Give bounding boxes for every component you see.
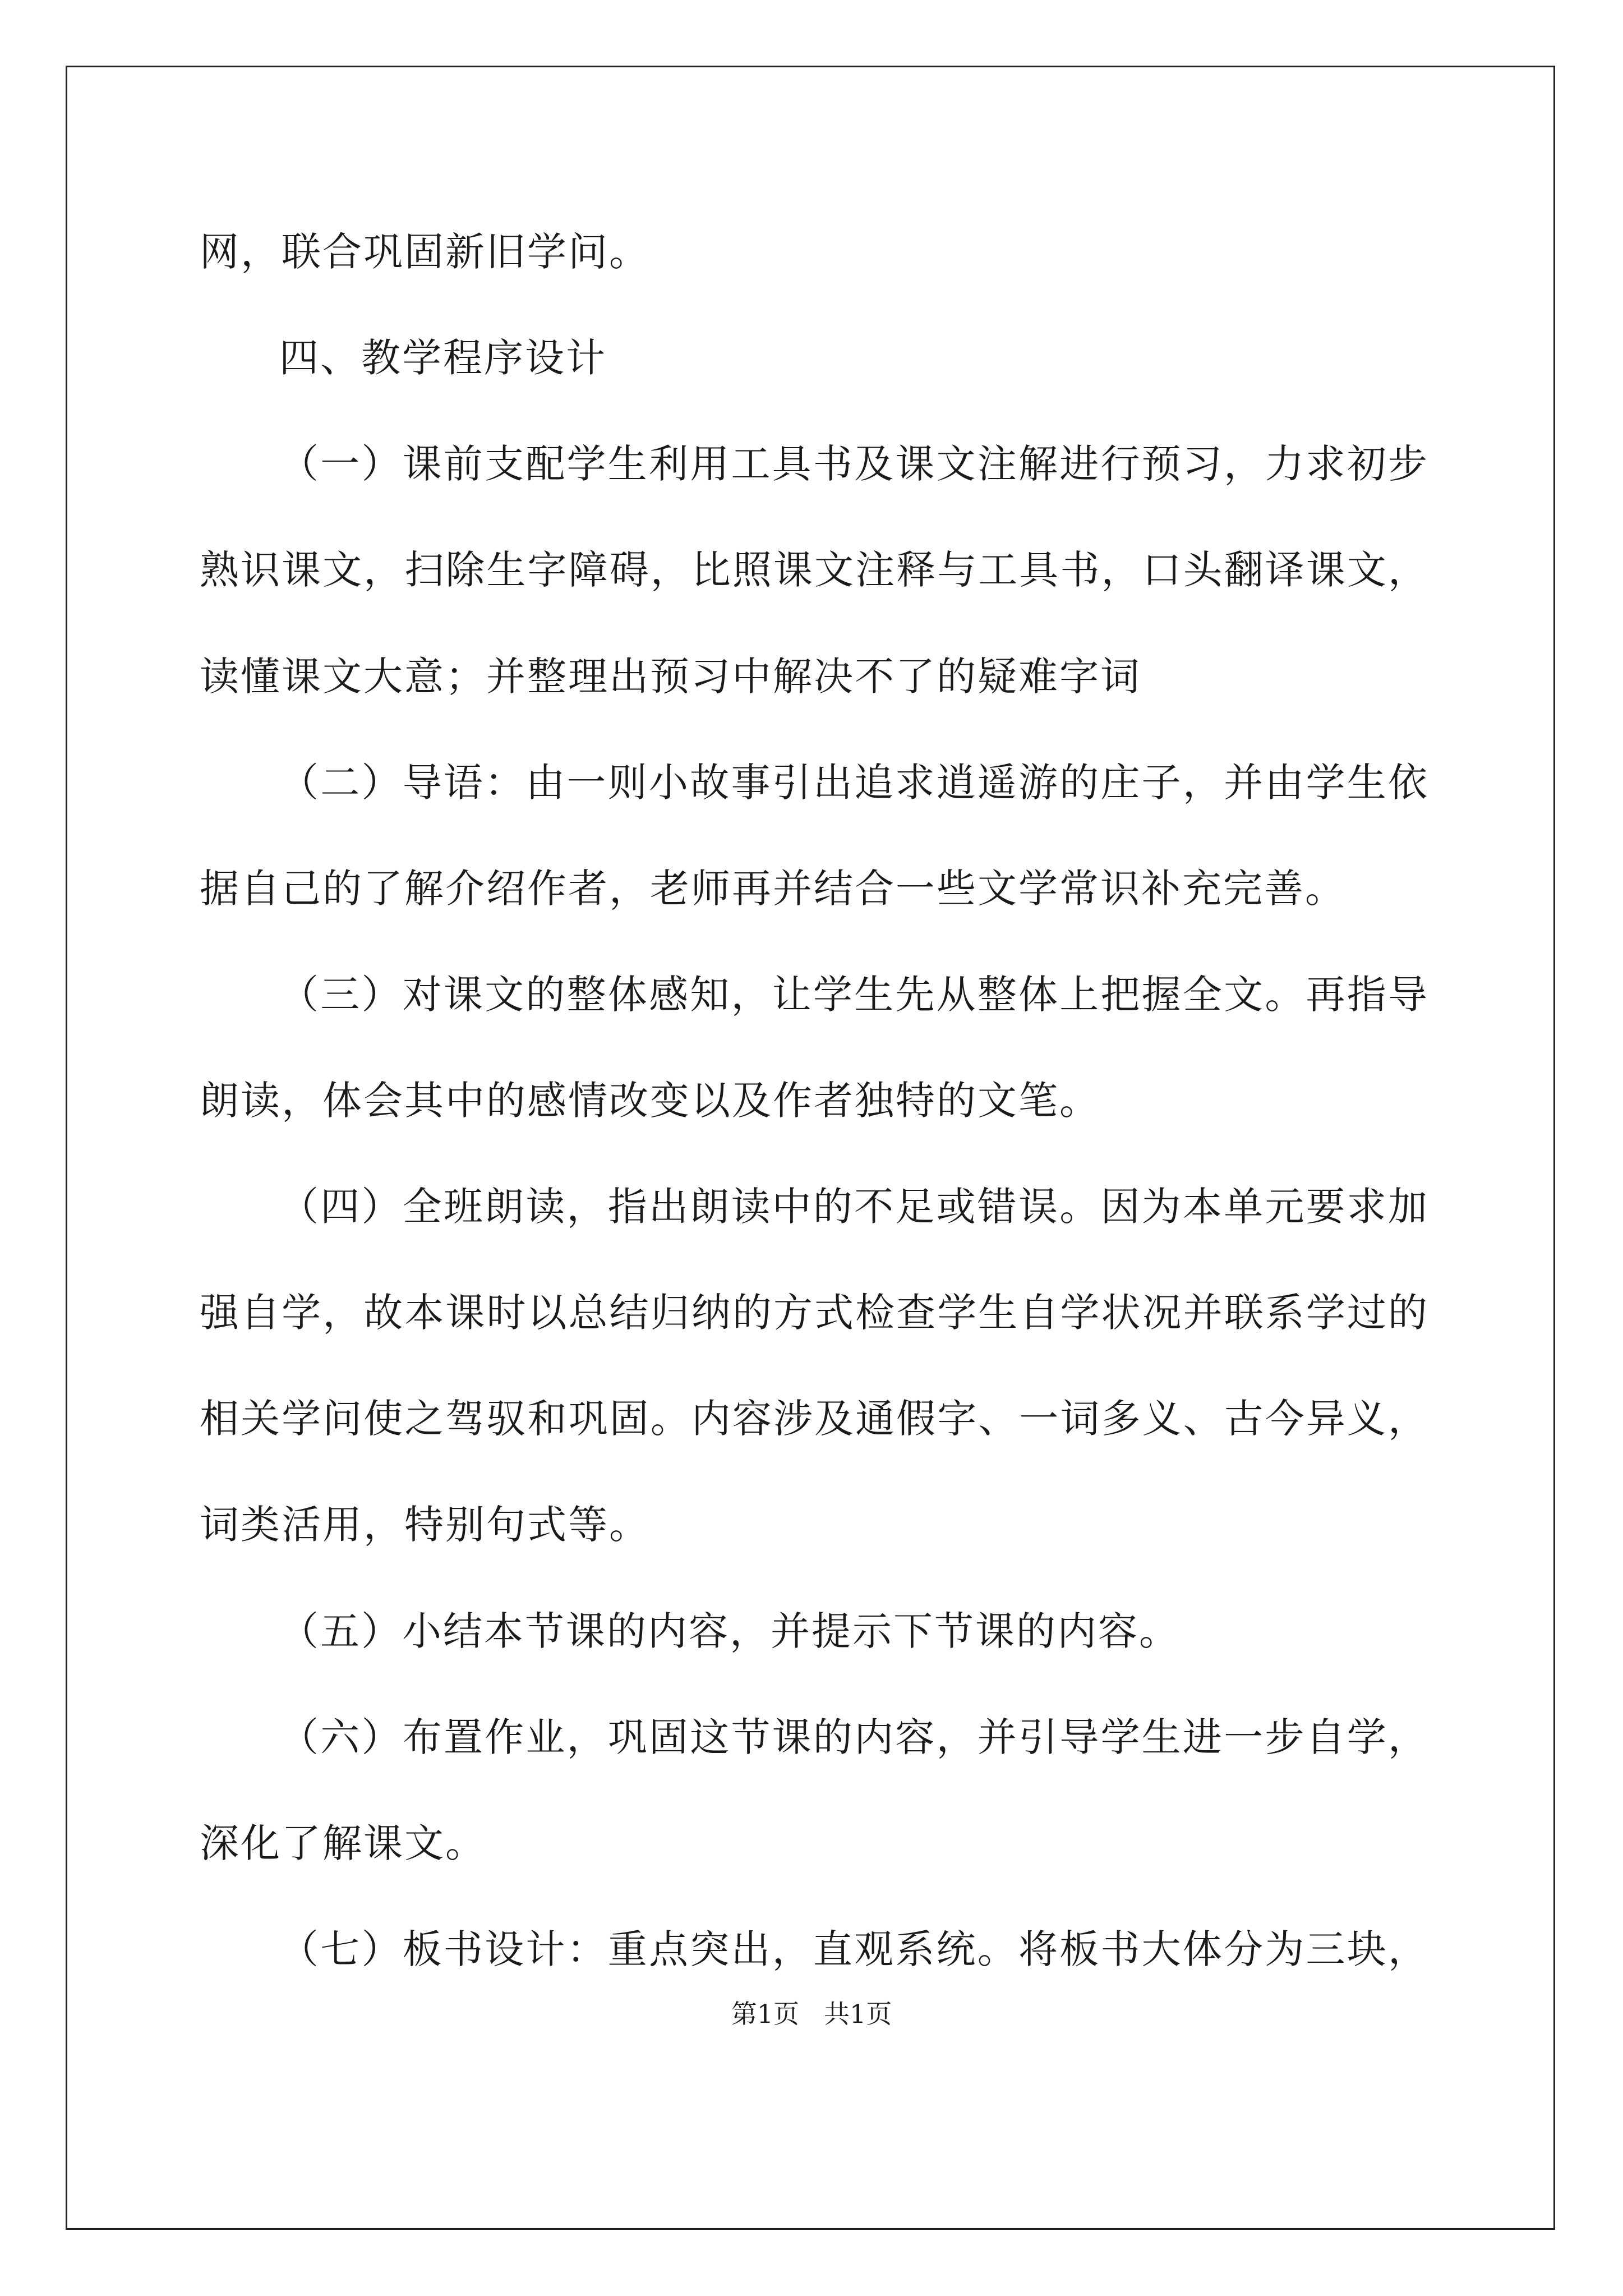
text-line: 词类活用，特别句式等。	[200, 1502, 650, 1548]
text-line: （七）板书设计：重点突出，直观系统。将板书大体分为三块，	[279, 1926, 1429, 1972]
text-line: 深化了解课文。	[200, 1820, 486, 1866]
text-line: 读懂课文大意；并整理出预习中解决不了的疑难字词	[200, 654, 1141, 700]
text-line: 朗读，体会其中的感情改变以及作者独特的文笔。	[200, 1078, 1100, 1124]
page-total: 共1页	[823, 1999, 892, 2029]
text-line: （四）全班朗读，指出朗读中的不足或错误。因为本单元要求加	[279, 1184, 1429, 1230]
text-line: （二）导语：由一则小故事引出追求逍遥游的庄子，并由学生依	[279, 760, 1429, 806]
text-line: 强自学，故本课时以总结归纳的方式检查学生自学状况并联系学过的	[200, 1290, 1429, 1336]
text-line: （三）对课文的整体感知，让学生先从整体上把握全文。再指导	[279, 972, 1429, 1018]
page-footer	[0, 1997, 1623, 2031]
text-line: （一）课前支配学生利用工具书及课文注解进行预习，力求初步	[279, 441, 1429, 487]
text-line: 网，联合巩固新旧学问。	[200, 229, 650, 275]
text-line: 相关学问使之驾驭和巩固。内容涉及通假字、一词多义、古今异义，	[200, 1396, 1429, 1442]
page-number: 第1页	[731, 1999, 800, 2029]
text-line: 熟识课文，扫除生字障碍，比照课文注释与工具书，口头翻译课文，	[200, 547, 1429, 593]
text-line: （五）小结本节课的内容，并提示下节课的内容。	[279, 1608, 1180, 1654]
section-heading: 四、教学程序设计	[279, 335, 607, 381]
text-line: （六）布置作业，巩固这节课的内容，并引导学生进一步自学，	[279, 1714, 1429, 1760]
text-line: 据自己的了解介绍作者，老师再并结合一些文学常识补充完善。	[200, 866, 1346, 912]
